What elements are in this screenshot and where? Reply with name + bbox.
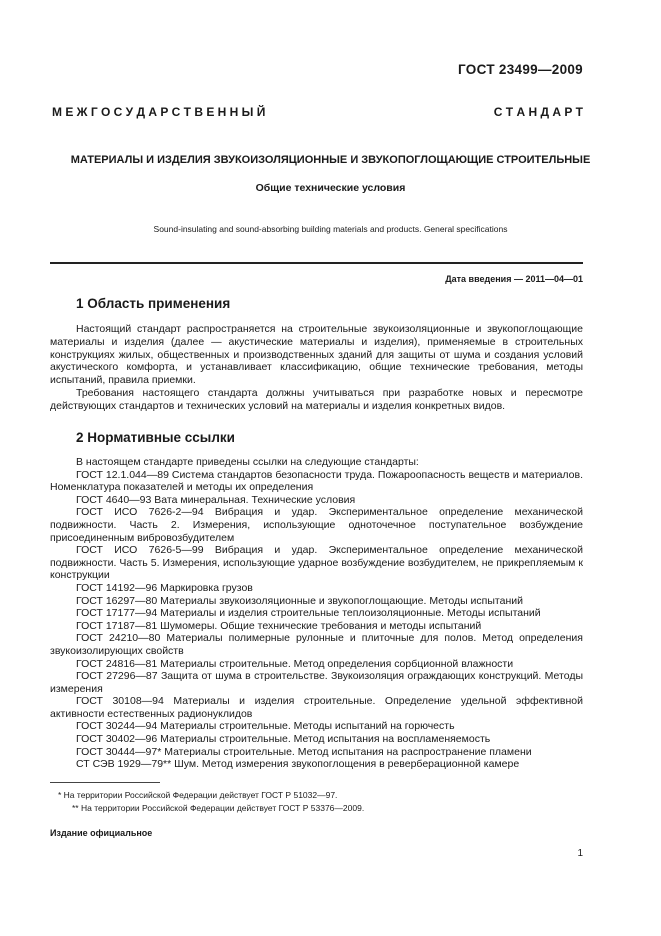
reference-item: ГОСТ 30244—94 Материалы строительные. Методы испытаний на горючесть xyxy=(76,720,455,733)
reference-item: ГОСТ 17187—81 Шумомеры. Общие технические требования и методы испытаний xyxy=(76,619,482,632)
reference-item: ГОСТ 16297—80 Материалы звукоизоляционные и звукопоглощающие. Методы испытаний xyxy=(76,594,523,607)
reference-item: ГОСТ 4640—93 Вата минеральная. Технические условия xyxy=(76,493,356,506)
section-1-paragraph: Требования настоящего стандарта должны учитываться при разработке новых и пересмотре действующих стандартов и технических условий на материалы и изделия конкретных видов. xyxy=(50,386,583,412)
reference-item: ГОСТ 24210—80 Материалы полимерные рулонные и плиточные для полов. Метод определения звукоизолирующих свойств xyxy=(50,632,583,657)
reference-item: ГОСТ 14192—96 Маркировка грузов xyxy=(76,581,253,594)
footnote-2: ** На территории Российской Федерации действует ГОСТ Р 53376—2009. xyxy=(72,803,365,813)
introduction-date: Дата введения — 2011—04—01 xyxy=(445,274,583,284)
reference-item: ГОСТ 27296—87 Защита от шума в строительстве. Звукоизоляция ограждающих конструкций. Методы измерения xyxy=(50,670,583,695)
official-edition-label: Издание официальное xyxy=(50,828,153,838)
normative-references-list xyxy=(50,456,583,771)
section-1-paragraph: Настоящий стандарт распространяется на строительные звукоизоляционные и звукопоглощающие материалы и изделия (далее — акустические материалы и изделия), применяемые в строительных конструкциях жилых, общественных и производственных зданий для защиты от шума и создания условий акустического комфорта, и устанавливает классификацию, общие технические требования, методы испытаний, правила приемки. xyxy=(50,323,583,387)
reference-item: ГОСТ 30108—94 Материалы и изделия строительные. Определение удельной эффективной активности естественных радионуклидов xyxy=(50,695,583,720)
references-intro: В настоящем стандарте приведены ссылки на следующие стандарты: xyxy=(76,456,419,468)
banner-word-2: С Т А Н Д А Р Т xyxy=(493,105,583,119)
reference-item: ГОСТ 17177—94 Материалы и изделия строительные теплоизоляционные. Методы испытаний xyxy=(76,607,541,620)
footnote-1: * На территории Российской Федерации действует ГОСТ Р 51032—97. xyxy=(58,790,338,800)
section-1-body xyxy=(50,323,583,413)
standard-code: ГОСТ 23499—2009 xyxy=(458,62,583,77)
document-subtitle: Общие технические условия xyxy=(255,182,406,194)
english-title: Sound-insulating and sound-absorbing building materials and products. General specifications xyxy=(153,224,508,234)
reference-item: ГОСТ ИСО 7626-2—94 Вибрация и удар. Экспериментальное определение механической подвижности. Часть 2. Измерения, использующие одноточечное поступательное возбуждение присоединенным вибровозбудителем xyxy=(50,506,583,544)
footnote-divider xyxy=(50,782,160,783)
banner-word-1: М Е Ж Г О С У Д А Р С Т В Е Н Н Ы Й xyxy=(52,105,266,119)
interstate-standard-banner xyxy=(52,105,583,119)
page-number: 1 xyxy=(577,848,583,859)
reference-item: ГОСТ 24816—81 Материалы строительные. Метод определения сорбционной влажности xyxy=(76,657,514,670)
reference-item: СТ СЭВ 1929—79** Шум. Метод измерения звукопоглощения в реверберационной камере xyxy=(76,758,520,771)
document-title: МАТЕРИАЛЫ И ИЗДЕЛИЯ ЗВУКОИЗОЛЯЦИОННЫЕ И ЗВУКОПОГЛОЩАЮЩИЕ СТРОИТЕЛЬНЫЕ xyxy=(70,154,591,166)
section-1-heading: 1 Область применения xyxy=(76,296,231,311)
reference-item: ГОСТ 12.1.044—89 Система стандартов безопасности труда. Пожароопасность веществ и материалов. Номенклатура показателей и методы их определения xyxy=(50,468,583,494)
reference-item: ГОСТ 30444—97* Материалы строительные. Метод испытания на распространение пламени xyxy=(76,745,532,758)
reference-item: ГОСТ ИСО 7626-5—99 Вибрация и удар. Экспериментальное определение механической подвижности. Часть 5. Измерения, использующие ударное возбуждение возбудителем, не прикрепляемым к конструкции xyxy=(50,544,583,582)
reference-item: ГОСТ 30402—96 Материалы строительные. Метод испытания на воспламеняемость xyxy=(76,733,491,746)
header-divider xyxy=(50,262,583,264)
section-2-heading: 2 Нормативные ссылки xyxy=(76,430,235,445)
